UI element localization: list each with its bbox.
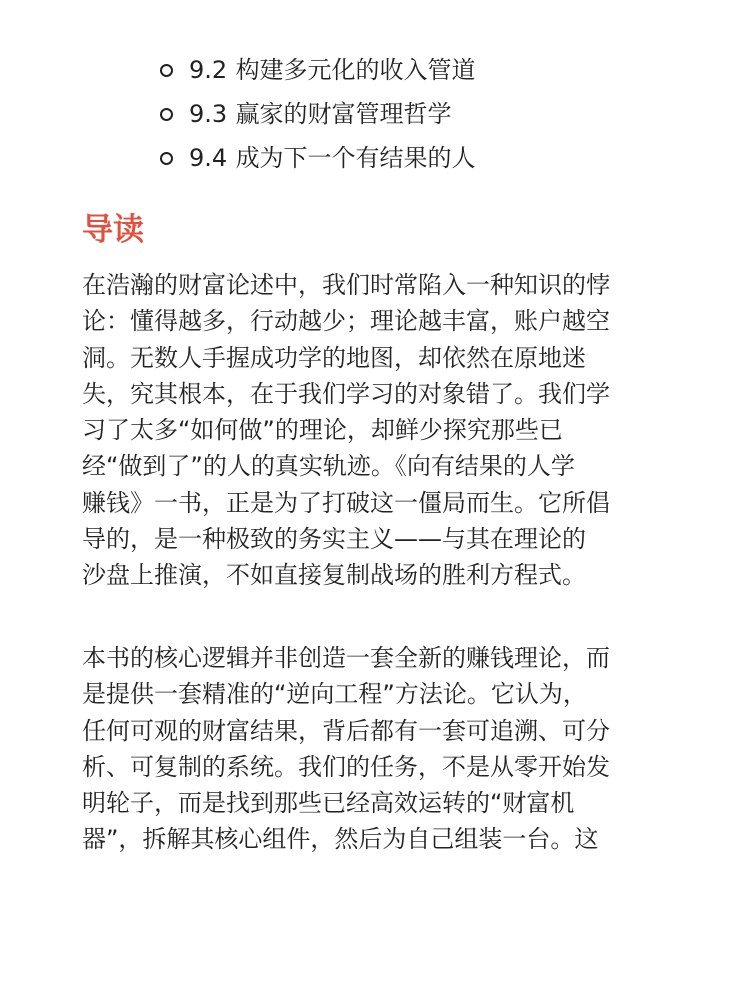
paragraph-line: 习了太多“如何做”的理论，却鲜少探究那些已	[82, 416, 563, 445]
body-paragraph	[82, 267, 682, 594]
paragraph-line: 在浩瀚的财富论述中，我们时常陷入一种知识的悖	[82, 271, 610, 299]
paragraph-line: 沙盘上推演，不如直接复制战场的胜利方程式。	[82, 561, 586, 590]
paragraph-line: 论：懂得越多，行动越少；理论越丰富，账户越空	[82, 307, 610, 336]
paragraph-line: 失，究其根本，在于我们学习的对象错了。我们学	[82, 379, 610, 408]
paragraph-line: 洞。无数人手握成功学的地图，却依然在原地迷	[82, 343, 586, 372]
paragraph-line: 是提供一套精准的“逆向工程”方法论。它认为，	[82, 680, 587, 709]
paragraph-line: 析、可复制的系统。我们的任务，不是从零开始发	[82, 752, 610, 781]
paragraph-line: 明轮子，而是找到那些已经高效运转的“财富机	[82, 789, 575, 818]
toc-item-title: 构建多元化的收入管道	[235, 56, 476, 84]
toc-item[interactable]	[160, 136, 476, 180]
hollow-circle-bullet-icon	[160, 108, 173, 121]
toc-item-title: 赢家的财富管理哲学	[235, 100, 452, 128]
table-of-contents	[160, 48, 476, 180]
paragraph-line: 导的，是一种极致的务实主义——与其在理论的	[82, 525, 586, 554]
toc-item-title: 成为下一个有结果的人	[235, 144, 476, 172]
toc-item-number: 9.4	[189, 144, 228, 172]
paragraph-line: 任何可观的财富结果，背后都有一套可追溯、可分	[82, 716, 610, 745]
toc-item[interactable]	[160, 48, 476, 92]
body-paragraph	[82, 640, 682, 858]
toc-item[interactable]	[160, 92, 476, 136]
toc-item-number: 9.3	[189, 100, 228, 128]
paragraph-line: 经“做到了”的人的真实轨迹。《向有结果的人学	[82, 452, 575, 481]
hollow-circle-bullet-icon	[160, 152, 173, 165]
toc-item-number: 9.2	[189, 56, 228, 84]
hollow-circle-bullet-icon	[160, 64, 173, 77]
paragraph-line: 器”，拆解其核心组件，然后为自己组装一台。这	[82, 825, 599, 854]
paragraph-line: 赚钱》一书，正是为了打破这一僵局而生。它所倡	[82, 488, 610, 517]
section-heading: 导读	[82, 212, 144, 248]
paragraph-line: 本书的核心逻辑并非创造一套全新的赚钱理论，而	[82, 644, 610, 672]
